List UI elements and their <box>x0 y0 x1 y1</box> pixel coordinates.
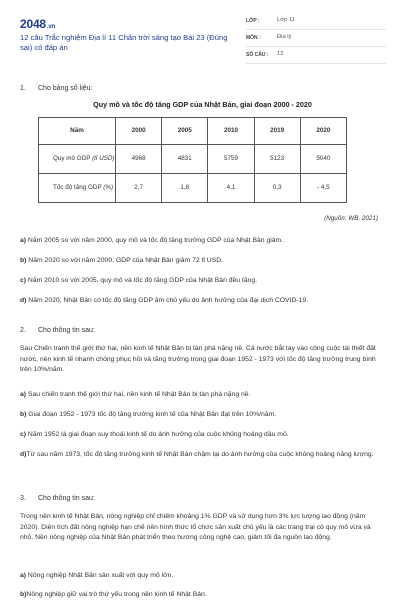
table-header-cell: 2019 <box>254 118 300 145</box>
meta-key: LỚP : <box>246 17 260 24</box>
answer-option[interactable] <box>20 410 385 419</box>
answer-text: Nông nghiệp giữ vai trò thứ yếu trong nền kinh tế Nhật Bản. <box>26 591 207 598</box>
table-cell: 5759 <box>208 145 254 174</box>
table-row <box>39 145 347 174</box>
meta-key: MÔN : <box>246 34 261 41</box>
answer-text: Sau chiến tranh thế giới thứ hai, nền kinh tế Nhật Bản bị tàn phá nặng nề. <box>26 391 251 398</box>
row-label-unit: (tỉ USD) <box>92 154 115 162</box>
meta-row-class <box>246 13 386 30</box>
question-3-head <box>20 494 385 503</box>
meta-value: Địa lý <box>277 34 292 41</box>
answer-option[interactable] <box>20 276 385 285</box>
question-number: 2. <box>20 327 26 334</box>
answer-text: Năm 1952 là giai đoạn suy thoái kinh tế do ảnh hưởng của cuộc khủng hoảng dầu mỏ. <box>26 431 289 438</box>
table-cell: 4,1 <box>208 174 254 203</box>
table-title: Quy mô và tốc độ tăng GDP của Nhật Bản, giai đoạn 2000 - 2020 <box>93 100 312 109</box>
table-cell: - 4,5 <box>300 174 346 203</box>
row-label <box>39 174 116 203</box>
table-cell: 5040 <box>300 145 346 174</box>
answer-text: Năm 2020, Nhật Bản có tốc độ tăng GDP âm chủ yếu do ảnh hưởng của đại dịch COVID-19. <box>26 297 309 304</box>
table-cell: 0,3 <box>254 174 300 203</box>
answer-option[interactable] <box>20 256 385 265</box>
meta-value: 12 <box>277 51 284 58</box>
meta-key: SỐ CÂU : <box>246 51 269 58</box>
question-passage: Trong nền kinh tế Nhật Bản, nông nghiệp chỉ chiếm khoảng 1% GDP và sử dụng hơn 3% lực lượng lao động (năm 2020). Diện tích đất nông nghiệp hạn chế nên hình thức tổ chức sản xuất chủ yếu là các trang trại có quy mô vừa và nhỏ. Nền nông nghiệp của Nhật Bản phát triển theo hướng công nghệ cao, giảm tối đa nguồn lao động. <box>20 513 371 542</box>
page-header <box>0 0 400 66</box>
answer-key: b) <box>20 591 27 598</box>
question-prompt: Cho bảng số liệu: <box>38 85 93 92</box>
logo-text: 2048 <box>20 17 46 31</box>
answer-key: c) <box>20 277 27 284</box>
question-2-head <box>20 326 385 335</box>
answer-option[interactable] <box>20 590 385 599</box>
answer-option[interactable] <box>20 571 385 580</box>
answer-option[interactable] <box>20 390 385 399</box>
table-header-row <box>39 118 347 145</box>
answer-key: a) <box>20 572 27 579</box>
table-header-cell: 2010 <box>208 118 254 145</box>
question-passage: Sau Chiến tranh thế giới thứ hai, nền kinh tế Nhật Bản bị tàn phá nặng nề. Cả nước bắt tay vào công cuộc tái thiết đất nước, nền kinh tế nhanh chóng phục hồi và tăng trưởng trong giai đoạn 1952 - 1973 với tốc độ tăng trưởng trung bình trên 10%/năm. <box>20 345 376 374</box>
row-label-text: Quy mô GDP <box>53 154 93 162</box>
table-cell: 2,7 <box>116 174 162 203</box>
answer-option[interactable] <box>20 430 385 439</box>
question-number: 3. <box>20 495 26 502</box>
table-cell: 1,8 <box>162 174 208 203</box>
question-1-head <box>20 84 385 93</box>
site-logo[interactable] <box>20 16 55 32</box>
answer-key: d) <box>20 451 27 458</box>
answer-text: Năm 2005 so với năm 2000, quy mô và tốc độ tăng trưởng GDP của Nhật Bản giảm. <box>26 237 284 244</box>
row-label-text: Tốc độ tăng GDP <box>53 183 104 191</box>
table-row <box>39 174 347 203</box>
table-cell: 4831 <box>162 145 208 174</box>
question-prompt: Cho thông tin sau: <box>38 495 95 502</box>
answer-option[interactable] <box>20 450 385 461</box>
answer-text: Năm 2020 so với năm 2000, GDP của Nhật Bản giảm 72 tỉ USD. <box>26 257 224 264</box>
meta-value: Lớp 11 <box>277 17 295 24</box>
row-label-unit: (%) <box>103 183 114 191</box>
answer-key: b) <box>20 411 27 418</box>
table-header-cell: Năm <box>39 118 116 145</box>
answer-key: a) <box>20 237 27 244</box>
answer-text: Giai đoạn 1952 - 1973 tốc độ tăng trưởng kinh tế của Nhật Bản đạt trên 10%/năm. <box>26 411 277 418</box>
question-number: 1. <box>20 85 26 92</box>
answer-option[interactable] <box>20 236 385 245</box>
table-cell: 4968 <box>116 145 162 174</box>
answer-key: c) <box>20 431 27 438</box>
table-cell: 5123 <box>254 145 300 174</box>
document-title: 12 câu Trắc nghiệm Địa lí 11 Chân trời sáng tạo Bài 23 (Đúng sai) có đáp án <box>20 33 228 53</box>
answer-key: d) <box>20 297 27 304</box>
answer-text: Từ sau năm 1973, tốc độ tăng trưởng kinh tế Nhật Bản chậm lại do ảnh hưởng của cuộc khủng hoảng năng lượng. <box>26 451 374 458</box>
meta-row-subject <box>246 30 386 47</box>
table-header-cell: 2020 <box>300 118 346 145</box>
meta-row-count <box>246 47 386 64</box>
answer-key: b) <box>20 257 27 264</box>
answer-key: a) <box>20 391 27 398</box>
answer-text: Năm 2010 so với 2005, quy mô và tốc độ tăng GDP của Nhật Bản đều tăng. <box>26 277 258 284</box>
table-source: (Nguồn: WB, 2021) <box>324 215 378 222</box>
table-header-cell: 2000 <box>116 118 162 145</box>
gdp-table <box>38 117 347 203</box>
row-label <box>39 145 116 174</box>
document-meta <box>246 13 386 64</box>
answer-option[interactable] <box>20 296 385 305</box>
answer-text: Nông nghiệp Nhật Bản sản xuất với quy mô lớn. <box>26 572 174 579</box>
table-header-cell: 2005 <box>162 118 208 145</box>
question-prompt: Cho thông tin sau: <box>38 327 95 334</box>
logo-suffix: .vn <box>46 24 55 30</box>
